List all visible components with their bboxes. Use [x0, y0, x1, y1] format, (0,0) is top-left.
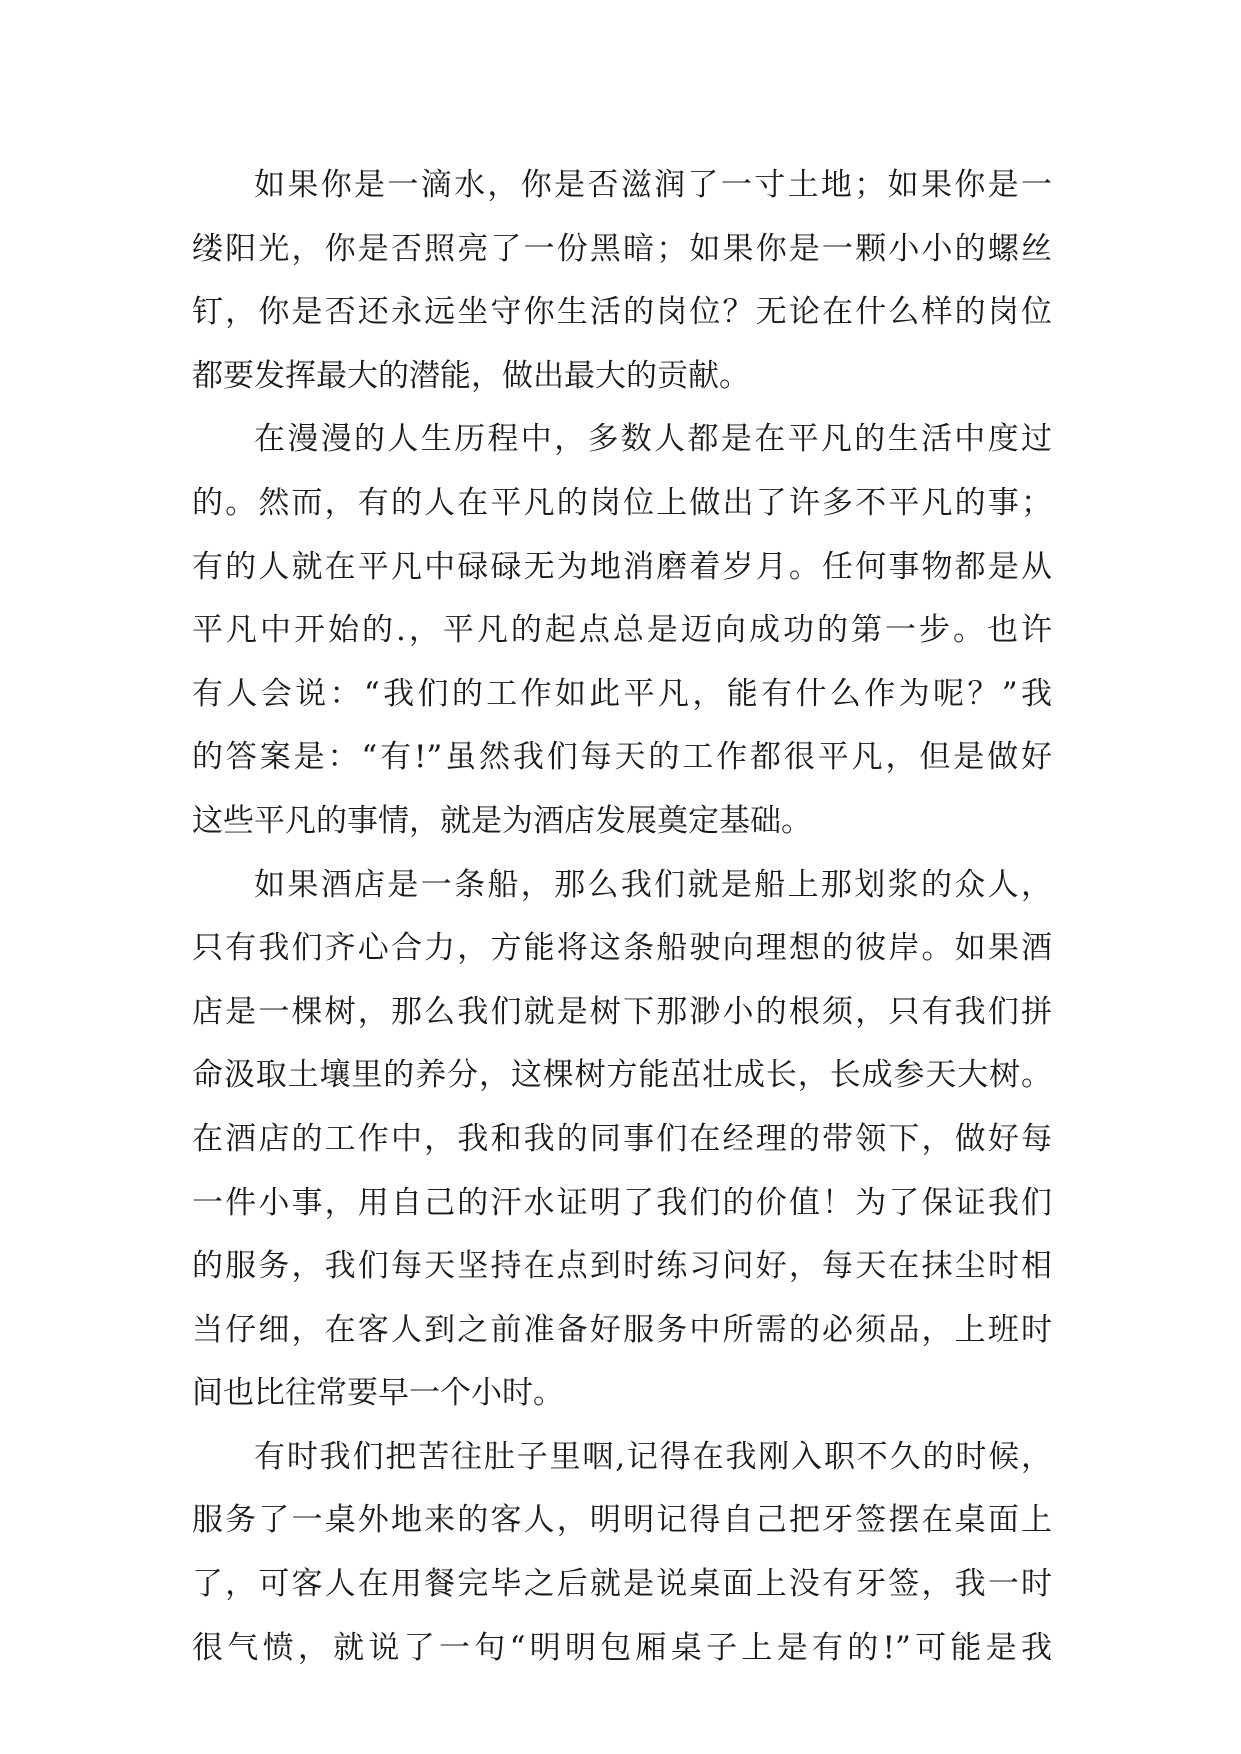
paragraph-3-line-8: 当仔细，在客人到之前准备好服务中所需的必须品，上班时: [192, 1311, 1052, 1348]
paragraph-2-line-5: 有人会说：“我们的工作如此平凡，能有什么作为呢？”我: [192, 675, 1052, 712]
paragraph-3-line-1: 如果酒店是一条船，那么我们就是船上那划浆的众人，: [254, 866, 1052, 903]
document-body: [192, 154, 1052, 1680]
paragraph-1-line-1: 如果你是一滴水，你是否滋润了一寸土地；如果你是一: [254, 167, 1052, 203]
paragraph-2-line-7: 这些平凡的事情，就是为酒店发展奠定基础。: [192, 802, 812, 839]
paragraph-3-line-3: 店是一棵树，那么我们就是树下那渺小的根须，只有我们拼: [192, 993, 1052, 1030]
paragraph-3-line-7: 的服务，我们每天坚持在点到时练习问好，每天在抹尘时相: [192, 1248, 1052, 1285]
paragraph-4-line-4: 很气愤，就说了一句“明明包厢桌子上是有的!”可能是我: [192, 1629, 1052, 1666]
paragraph-2-line-6: 的答案是：“有!”虽然我们每天的工作都很平凡，但是做好: [192, 739, 1052, 776]
paragraph-2-line-3: 有的人就在平凡中碌碌无为地消磨着岁月。任何事物都是从: [192, 548, 1052, 585]
paragraph-3-line-9: 间也比往常要早一个小时。: [192, 1375, 564, 1412]
paragraph-3-line-2: 只有我们齐心合力，方能将这条船驶向理想的彼岸。如果酒: [192, 930, 1052, 967]
paragraph-4-line-3: 了，可客人在用餐完毕之后就是说桌面上没有牙签，我一时: [192, 1566, 1052, 1603]
paragraph-1-line-3: 钉，你是否还永远坐守你生活的岗位？无论在什么样的岗位: [192, 294, 1052, 331]
paragraph-1-line-4: 都要发挥最大的潜能，做出最大的贡献。: [192, 357, 750, 394]
paragraph-4-line-1: 有时我们把苦往肚子里咽,记得在我刚入职不久的时候，: [254, 1438, 1052, 1475]
paragraph-1-line-2: 缕阳光，你是否照亮了一份黑暗；如果你是一颗小小的螺丝: [192, 230, 1052, 267]
paragraph-3-line-6: 一件小事，用自己的汗水证明了我们的价值！为了保证我们: [192, 1184, 1052, 1221]
paragraph-2-line-2: 的。然而，有的人在平凡的岗位上做出了许多不平凡的事；: [192, 484, 1052, 521]
paragraph-3-line-4: 命汲取土壤里的养分，这棵树方能茁壮成长，长成参天大树。: [192, 1057, 1052, 1094]
paragraph-3-line-5: 在酒店的工作中，我和我的同事们在经理的带领下，做好每: [192, 1120, 1052, 1157]
paragraph-2-line-1: 在漫漫的人生历程中，多数人都是在平凡的生活中度过: [254, 421, 1052, 458]
paragraph-4-line-2: 服务了一桌外地来的客人，明明记得自己把牙签摆在桌面上: [192, 1502, 1052, 1539]
paragraph-2-line-4: 平凡中开始的.，平凡的起点总是迈向成功的第一步。也许: [192, 612, 1052, 649]
